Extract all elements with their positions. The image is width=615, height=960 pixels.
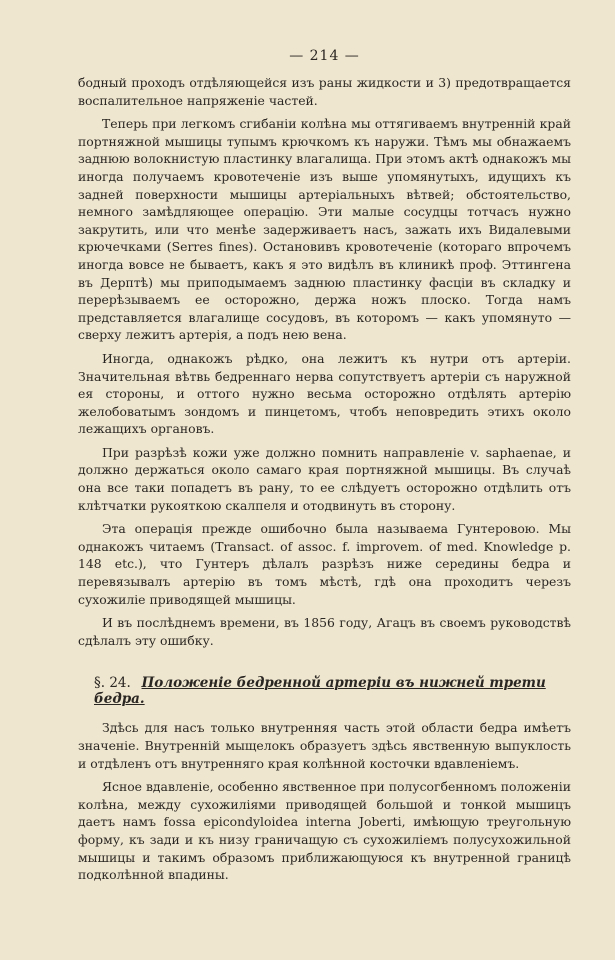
section-title: Положеніе бедренной артеріи въ нижней трети бедра. [94,675,546,708]
paragraph: Эта операція прежде ошибочно была называема Гунтеровою. Мы однакожъ читаемъ (Transact. of assoc. f. improvem. of med. Knowledge p. 148 etc.), что Гунтеръ дѣлалъ разрѣзъ ниже середины бедра и перевязывалъ артерію въ томъ мѣстѣ, гдѣ она проходитъ черезъ сухожиліе приводящей мышицы. [78,521,571,607]
paragraph: Теперь при легкомъ сгибаніи колѣна мы оттягиваемъ внутренній край портняжной мышицы тупымъ крючкомъ къ наружи. Тѣмъ мы обнажаемъ заднюю волокнистую пластинку влагалища. При этомъ актѣ однакожъ мы иногда получаемъ кровотеченіе изъ выше упомянутыхъ, идущихъ къ задней поверхности мышицы артеріальныхъ вѣтвей; обстоятельство, немного замѣдляющее операцію. Эти малые сосудцы тотчасъ нужно закрутить, или что менѣе задерживаетъ насъ, зажать ихъ Видалевыми крючечками (Serres fines). Остановивъ кровотеченіе (котораго впрочемъ иногда вовсе не бываетъ, какъ я это видѣлъ въ клиникѣ проф. Эттингена въ Дерптѣ) мы приподымаемъ заднюю пластинку фасціи въ складку и перерѣзываемъ ее осторожно, держа ножъ плоско. Тогда намъ представляется влагалище сосудовъ, въ которомъ — какъ упомянуто — сверху лежитъ артерія, а подъ нею вена. [78,116,571,343]
paragraph: При разрѣзѣ кожи уже должно помнить направленіе v. saphaenae, и должно держаться около самаго края портняжной мышицы. Въ случаѣ она все таки попадетъ въ рану, то ее слѣдуетъ осторожно отдѣлить отъ клѣтчатки рукояткою скалпеля и отодвинуть въ сторону. [78,444,571,513]
paragraph: Ясное вдавленіе, особенно явственное при полусогбенномъ положеніи колѣна, между сухожиліями приводящей большой и тонкой мышицъ даетъ намъ fossa epicondyloidea interna Joberti, имѣющую треугольную форму, къ зади и къ низу граничащую съ сухожиліемъ полусухожильной мышицы и такимъ образомъ приближающуюся къ внутренной границѣ подколѣнной впадины. [78,779,571,883]
paragraph: бодный проходъ отдѣляющейся изъ раны жидкости и 3) предотвращается воспалительное напряженіе частей. [78,75,571,108]
section-heading [94,675,571,707]
body-text-bottom [78,719,571,883]
paragraph: И въ послѣднемъ времени, въ 1856 году, Агацъ въ своемъ руководствѣ сдѣлалъ эту ошибку. [78,615,571,648]
page-number: — 214 — [289,48,360,64]
section-number: §. 24. [94,675,131,692]
paragraph: Здѣсь для насъ только внутренняя часть этой области бедра имѣетъ значеніе. Внутренній мыщелокъ образуетъ здѣсь явственную выпуклость и отдѣленъ отъ внутренняго края колѣнной косточки вдавленіемъ. [78,720,571,771]
body-text-top [78,74,571,649]
paragraph: Иногда, однакожъ рѣдко, она лежитъ къ нутри отъ артеріи. Значительная вѣтвь бедреннаго нерва сопутствуетъ артеріи съ наружной ея стороны, и оттого нужно весьма осторожно отдѣлять артерію желобоватымъ зондомъ и пинцетомъ, чтобъ неповредить этихъ около лежащихъ органовъ. [78,350,571,437]
